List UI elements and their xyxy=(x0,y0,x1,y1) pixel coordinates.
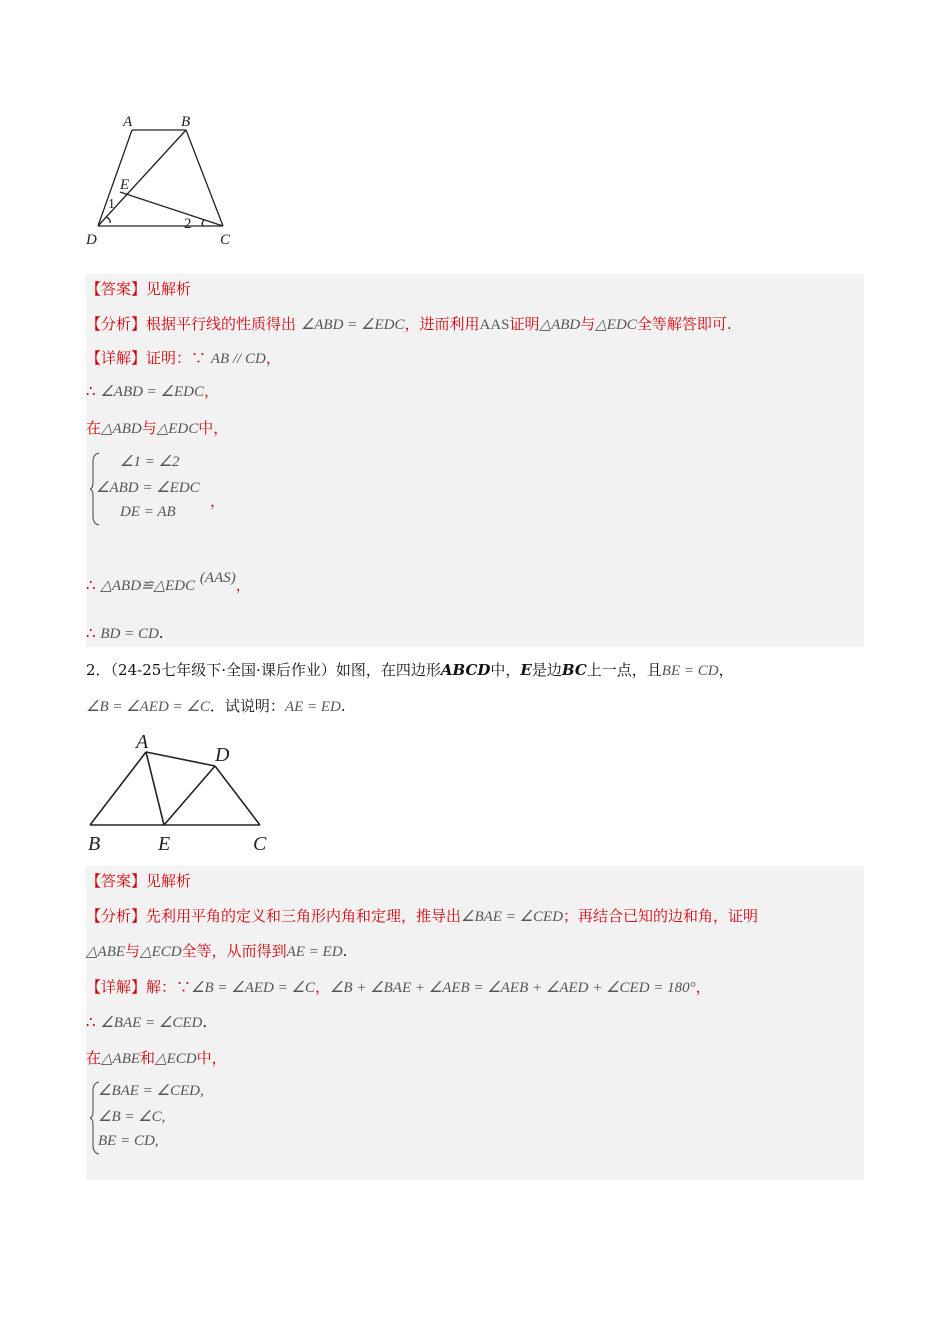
label-c: C xyxy=(220,232,231,248)
figure-trapezoid xyxy=(84,110,254,250)
therefore-line-3: ∴ BD = CD. xyxy=(86,624,164,642)
label-d: D xyxy=(86,232,97,248)
segment-ba xyxy=(90,752,146,825)
question-2-line-2: ∠B = ∠AED = ∠C．试说明：AE = ED. xyxy=(86,697,346,715)
question-source: （24-25七年级下·全国·课后作业） xyxy=(110,661,336,679)
label-a: A xyxy=(123,114,133,130)
answer-text: 见解析 xyxy=(146,280,192,298)
segment-ae xyxy=(146,752,164,825)
equation-system-1: ∠1 = ∠2 ∠ABD = ∠EDC DE = AB ， xyxy=(90,452,310,528)
therefore-line-1: ∴ ∠ABD = ∠EDC， xyxy=(86,382,220,400)
detail-tag: 【详解】 xyxy=(86,349,147,367)
label-e: E xyxy=(158,833,171,855)
label-d: D xyxy=(215,744,230,766)
question-number: 2． xyxy=(86,661,111,679)
solution-panel-2 xyxy=(86,866,864,1180)
equation-system-2: ∠BAE = ∠CED, ∠B = ∠C, BE = CD, xyxy=(90,1081,310,1157)
therefore-line-2: ∴ △ABD≌△EDC (AAS)， xyxy=(86,570,251,594)
answer-text: 见解析 xyxy=(146,872,192,890)
label-b: B xyxy=(88,833,101,855)
detail-tag: 【详解】 xyxy=(86,978,147,996)
solution-panel-1 xyxy=(86,274,864,647)
in-triangles-line: 在△ABE和△ECD中， xyxy=(86,1049,227,1067)
detail-line: 【详解】证明：∵ AB // CD， xyxy=(86,349,281,367)
in-triangles-line: 在△ABD与△EDC中， xyxy=(86,419,229,437)
figure-quadrilateral xyxy=(84,728,284,858)
label-angle-1: 1 xyxy=(108,197,115,212)
angle-1-arc xyxy=(106,217,110,223)
angle-2-arc xyxy=(202,220,204,226)
segment-ec xyxy=(120,192,223,226)
label-c: C xyxy=(253,833,267,855)
answer-line xyxy=(86,278,191,300)
segment-dc xyxy=(215,766,260,825)
segment-ad xyxy=(146,752,215,766)
label-e: E xyxy=(120,177,130,193)
segment-bc xyxy=(186,130,223,226)
analysis-tag: 【分析】 xyxy=(86,315,147,333)
analysis-line: 【分析】根据平行线的性质得出 ∠ABD = ∠EDC，进而利用AAS证明△ABD与△EDC全等解答即可. xyxy=(86,315,732,333)
analysis-tag: 【分析】 xyxy=(86,907,147,925)
label-b: B xyxy=(181,114,191,130)
answer-line xyxy=(86,870,191,892)
answer-tag: 【答案】 xyxy=(86,872,147,890)
label-angle-2: 2 xyxy=(184,216,192,232)
segment-ed xyxy=(164,766,215,825)
label-a: A xyxy=(136,731,149,753)
analysis-line: 【分析】先利用平角的定义和三角形内角和定理，推导出∠BAE = ∠CED；再结合已知的边和角，证明 xyxy=(86,907,759,925)
answer-tag: 【答案】 xyxy=(86,280,147,298)
detail-line: 【详解】解：∵∠B = ∠AED = ∠C，∠B + ∠BAE + ∠AEB = ∠AEB + ∠AED + ∠CED = 180°， xyxy=(86,978,711,996)
therefore-line: ∴ ∠BAE = ∠CED. xyxy=(86,1013,208,1031)
question-2-line-1: 2．（24-25七年级下·全国·课后作业）如图，在四边形ABCD中，E是边BC上一点，且BE = CD， xyxy=(86,661,734,679)
analysis-line-2: △ABE与△ECD全等，从而得到AE = ED. xyxy=(86,942,348,960)
